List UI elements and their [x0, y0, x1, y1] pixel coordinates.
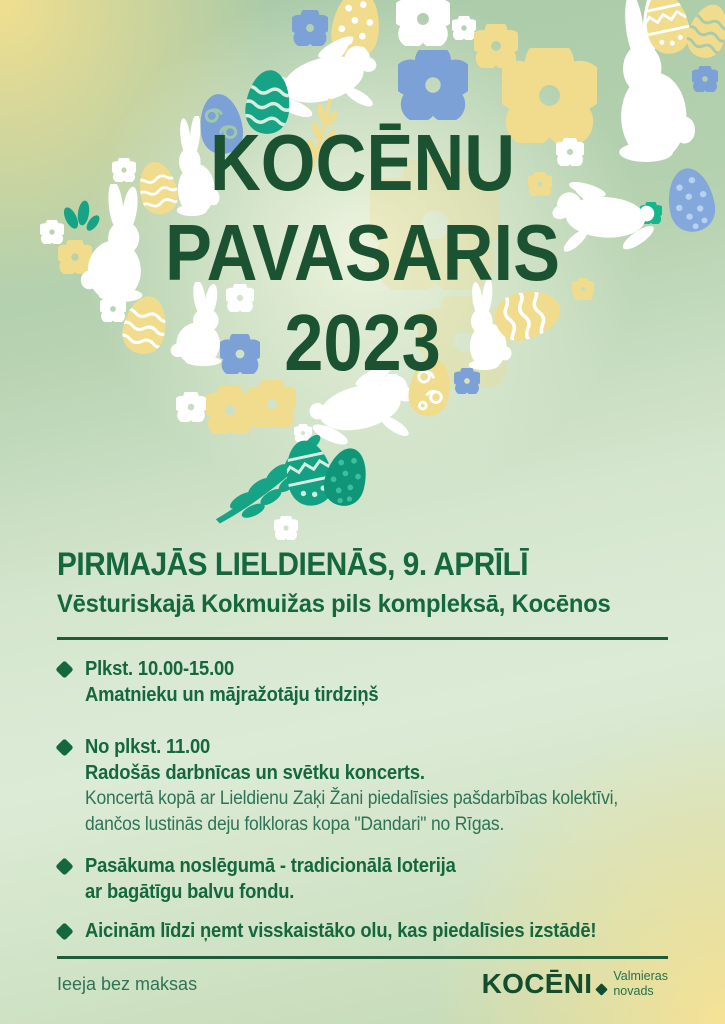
agenda-list: [57, 656, 668, 944]
diamond-bullet-icon: [55, 922, 73, 940]
flower-icon: [396, 0, 450, 46]
diamond-bullet-icon: [55, 738, 73, 756]
title-line-2: PAVASARIS: [164, 208, 561, 297]
diamond-bullet-icon: [55, 660, 73, 678]
agenda-description: dančos lustinās deju folkloras kopa "Dandari" no Rīgas.: [85, 814, 505, 835]
entry-note: Ieeja bez maksas: [57, 973, 198, 994]
agenda-activity: Amatnieku un mājražotāju tirdziņš: [85, 684, 379, 706]
agenda-activity: Radošās darbnīcas un svētku koncerts.: [85, 762, 425, 784]
agenda-activity: Aicinām līdzi ņemt visskaistāko olu, kas piedalīsies izstādē!: [85, 920, 597, 942]
logo-wordmark: KOCĒNI: [481, 968, 593, 999]
agenda-item: [57, 656, 668, 708]
agenda-item: [57, 853, 668, 905]
flower-icon: [176, 392, 206, 422]
event-headline: PIRMAJĀS LIELDIENĀS, 9. APRĪLĪ: [57, 546, 529, 582]
flower-icon: [692, 66, 718, 92]
agenda-item: [57, 734, 668, 838]
agenda-time: No plkst. 11.00: [85, 736, 211, 758]
flower-icon: [398, 50, 468, 120]
flower-icon: [274, 516, 298, 540]
diamond-bullet-icon: [55, 857, 73, 875]
flower-icon: [452, 16, 476, 40]
agenda-activity: Pasākuma noslēgumā - tradicionālā loterija: [85, 855, 456, 877]
divider: [57, 956, 668, 959]
agenda-description: Koncertā kopā ar Lieldienu Zaķi Žani piedalīsies pašdarbības kolektīvi,: [85, 788, 619, 809]
title-line-1: KOCĒNU: [209, 118, 516, 207]
event-details: [57, 546, 668, 1000]
logo-subtitle: Valmieras novads: [613, 969, 668, 998]
event-location: Vēsturiskajā Kokmuižas pils kompleksā, Kocēnos: [57, 590, 611, 618]
koceni-logo: [482, 968, 668, 1000]
title-line-3: 2023: [284, 298, 441, 387]
footer: [57, 968, 668, 1000]
agenda-time: Plkst. 10.00-15.00: [85, 658, 235, 680]
poster-title: [0, 118, 725, 388]
agenda-activity: ar bagātīgu balvu fondu.: [85, 881, 295, 903]
logo-diamond-icon: [595, 983, 608, 996]
agenda-item: [57, 918, 668, 944]
divider: [57, 637, 668, 640]
